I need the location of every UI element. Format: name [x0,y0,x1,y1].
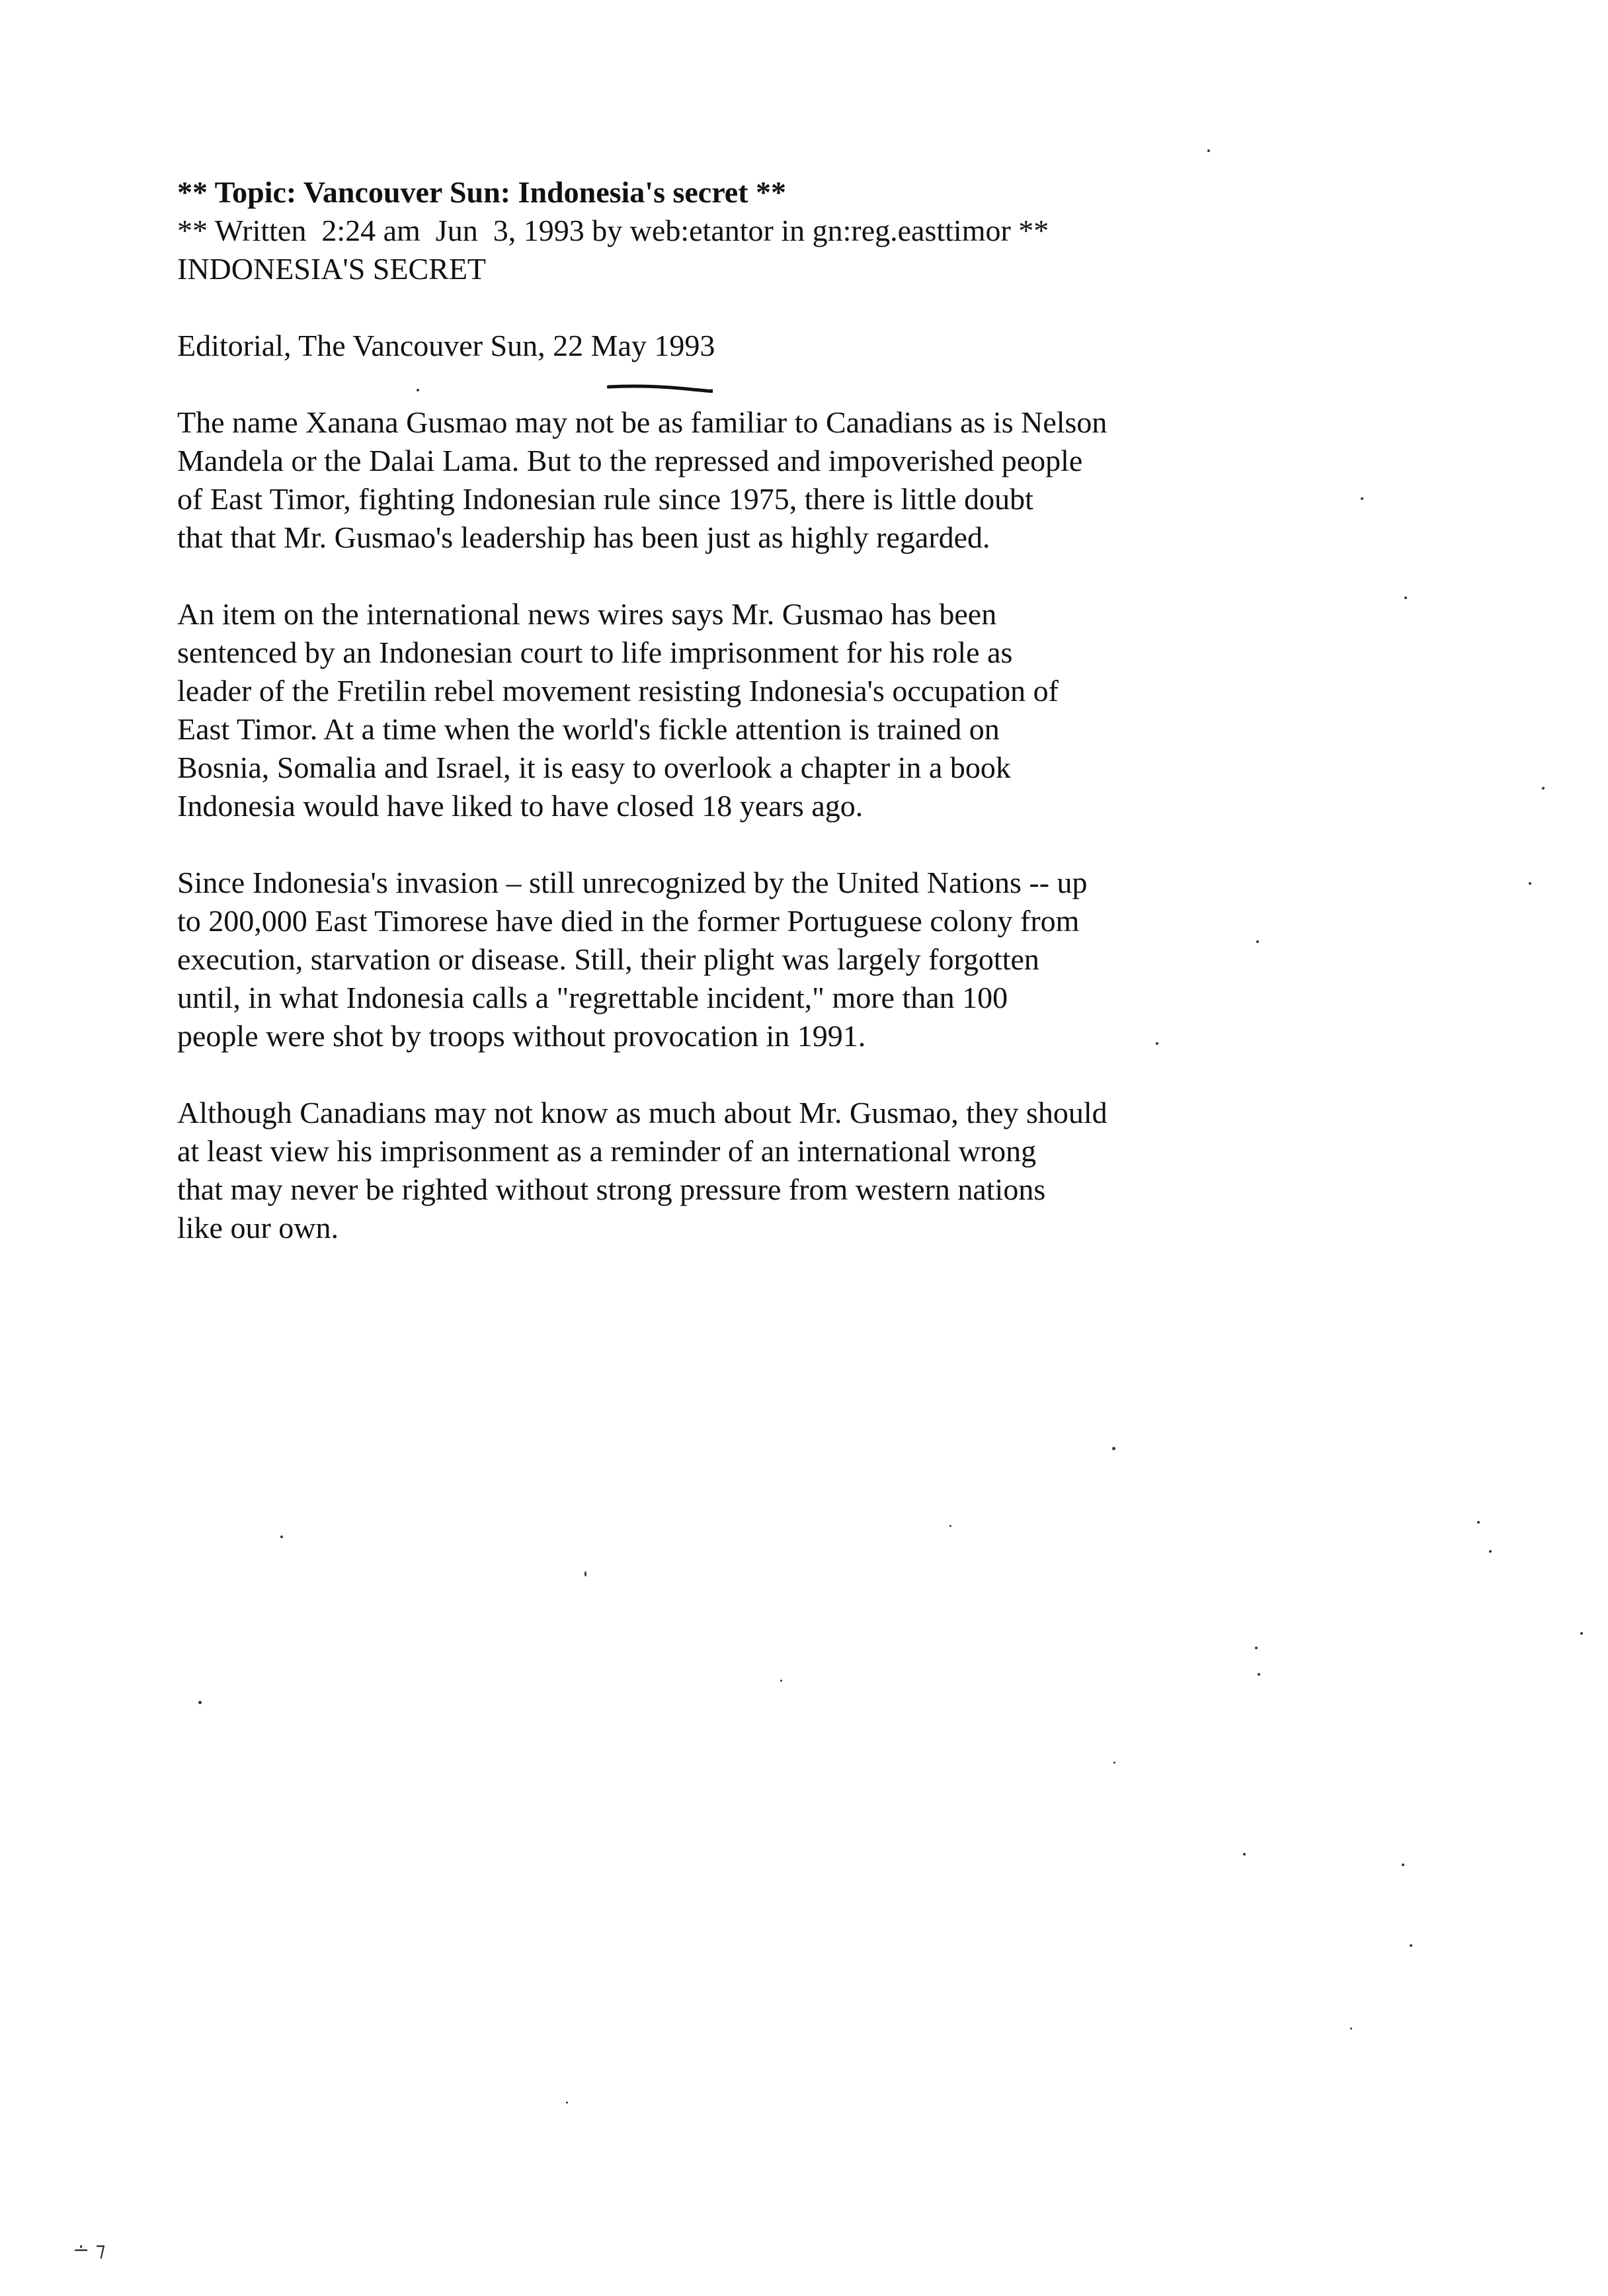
scan-speck [1156,1042,1158,1045]
scan-speck [949,1525,951,1527]
scan-speck [1404,596,1407,599]
written-line: ** Written 2:24 am Jun 3, 1993 by web:etantor in gn:reg.easttimor ** [177,214,1049,247]
scan-speck [1255,1647,1258,1649]
paragraph-1: The name Xanana Gusmao may not be as familiar to Canadians as is Nelson Mandela or the Dalai Lama. But to the repressed and impoverished people of East Timor, fighting Indonesian rule since 1975, there is little doubt that that Mr. Gusmao's leadership has been just as highly regarded. [177,405,1107,554]
scan-speck [1542,787,1545,790]
scan-speck [584,1571,586,1577]
scan-speck [1256,940,1259,943]
scan-speck [1410,1944,1412,1947]
topic-line: ** Topic: Vancouver Sun: Indonesia's secret ** [177,175,787,209]
scan-speck [1112,1447,1115,1450]
scan-speck [1361,497,1363,500]
scan-speck [417,389,419,391]
scan-speck [1402,1864,1404,1866]
scan-speck [1477,1521,1480,1524]
scan-speck [1350,2028,1352,2030]
document-title: INDONESIA'S SECRET [177,252,487,286]
dateline: Editorial, The Vancouver Sun, 22 May 1993 [177,329,715,362]
scan-speck [198,1701,202,1704]
scan-speck [566,2102,568,2104]
handwritten-underline-mark [607,384,713,393]
scan-speck [1207,149,1210,152]
document-body [177,173,1433,1247]
scan-speck [1529,882,1531,885]
scan-speck [780,1680,782,1682]
scan-speck [1243,1853,1246,1856]
scan-speck [1489,1550,1492,1553]
scan-speck [1113,1762,1115,1764]
scan-speck [1580,1632,1583,1635]
scan-speck [1258,1673,1260,1676]
margin-mark: ∸ ⁊ [73,2238,106,2262]
scan-speck [280,1536,283,1538]
paragraph-3: Since Indonesia's invasion – still unrecognized by the United Nations -- up to 200,000 East Timorese have died in the former Portuguese colony from execution, starvation or disease. Still, their plight was largely forgotten until, in what Indonesia calls a "regrettable incident," more than 100 people were shot by troops without provocation in 1991. [177,866,1088,1053]
paragraph-4: Although Canadians may not know as much about Mr. Gusmao, they should at least view his imprisonment as a reminder of an international wrong that may never be righted without strong pressure from western nations like our own. [177,1096,1107,1245]
paragraph-2: An item on the international news wires says Mr. Gusmao has been sentenced by an Indonesian court to life imprisonment for his role as leader of the Fretilin rebel movement resisting Indonesia's occupation of East Timor. At a time when the world's fickle attention is trained on Bosnia, Somalia and Israel, it is easy to overlook a chapter in a book Indonesia would have liked to have closed 18 years ago. [177,597,1059,823]
